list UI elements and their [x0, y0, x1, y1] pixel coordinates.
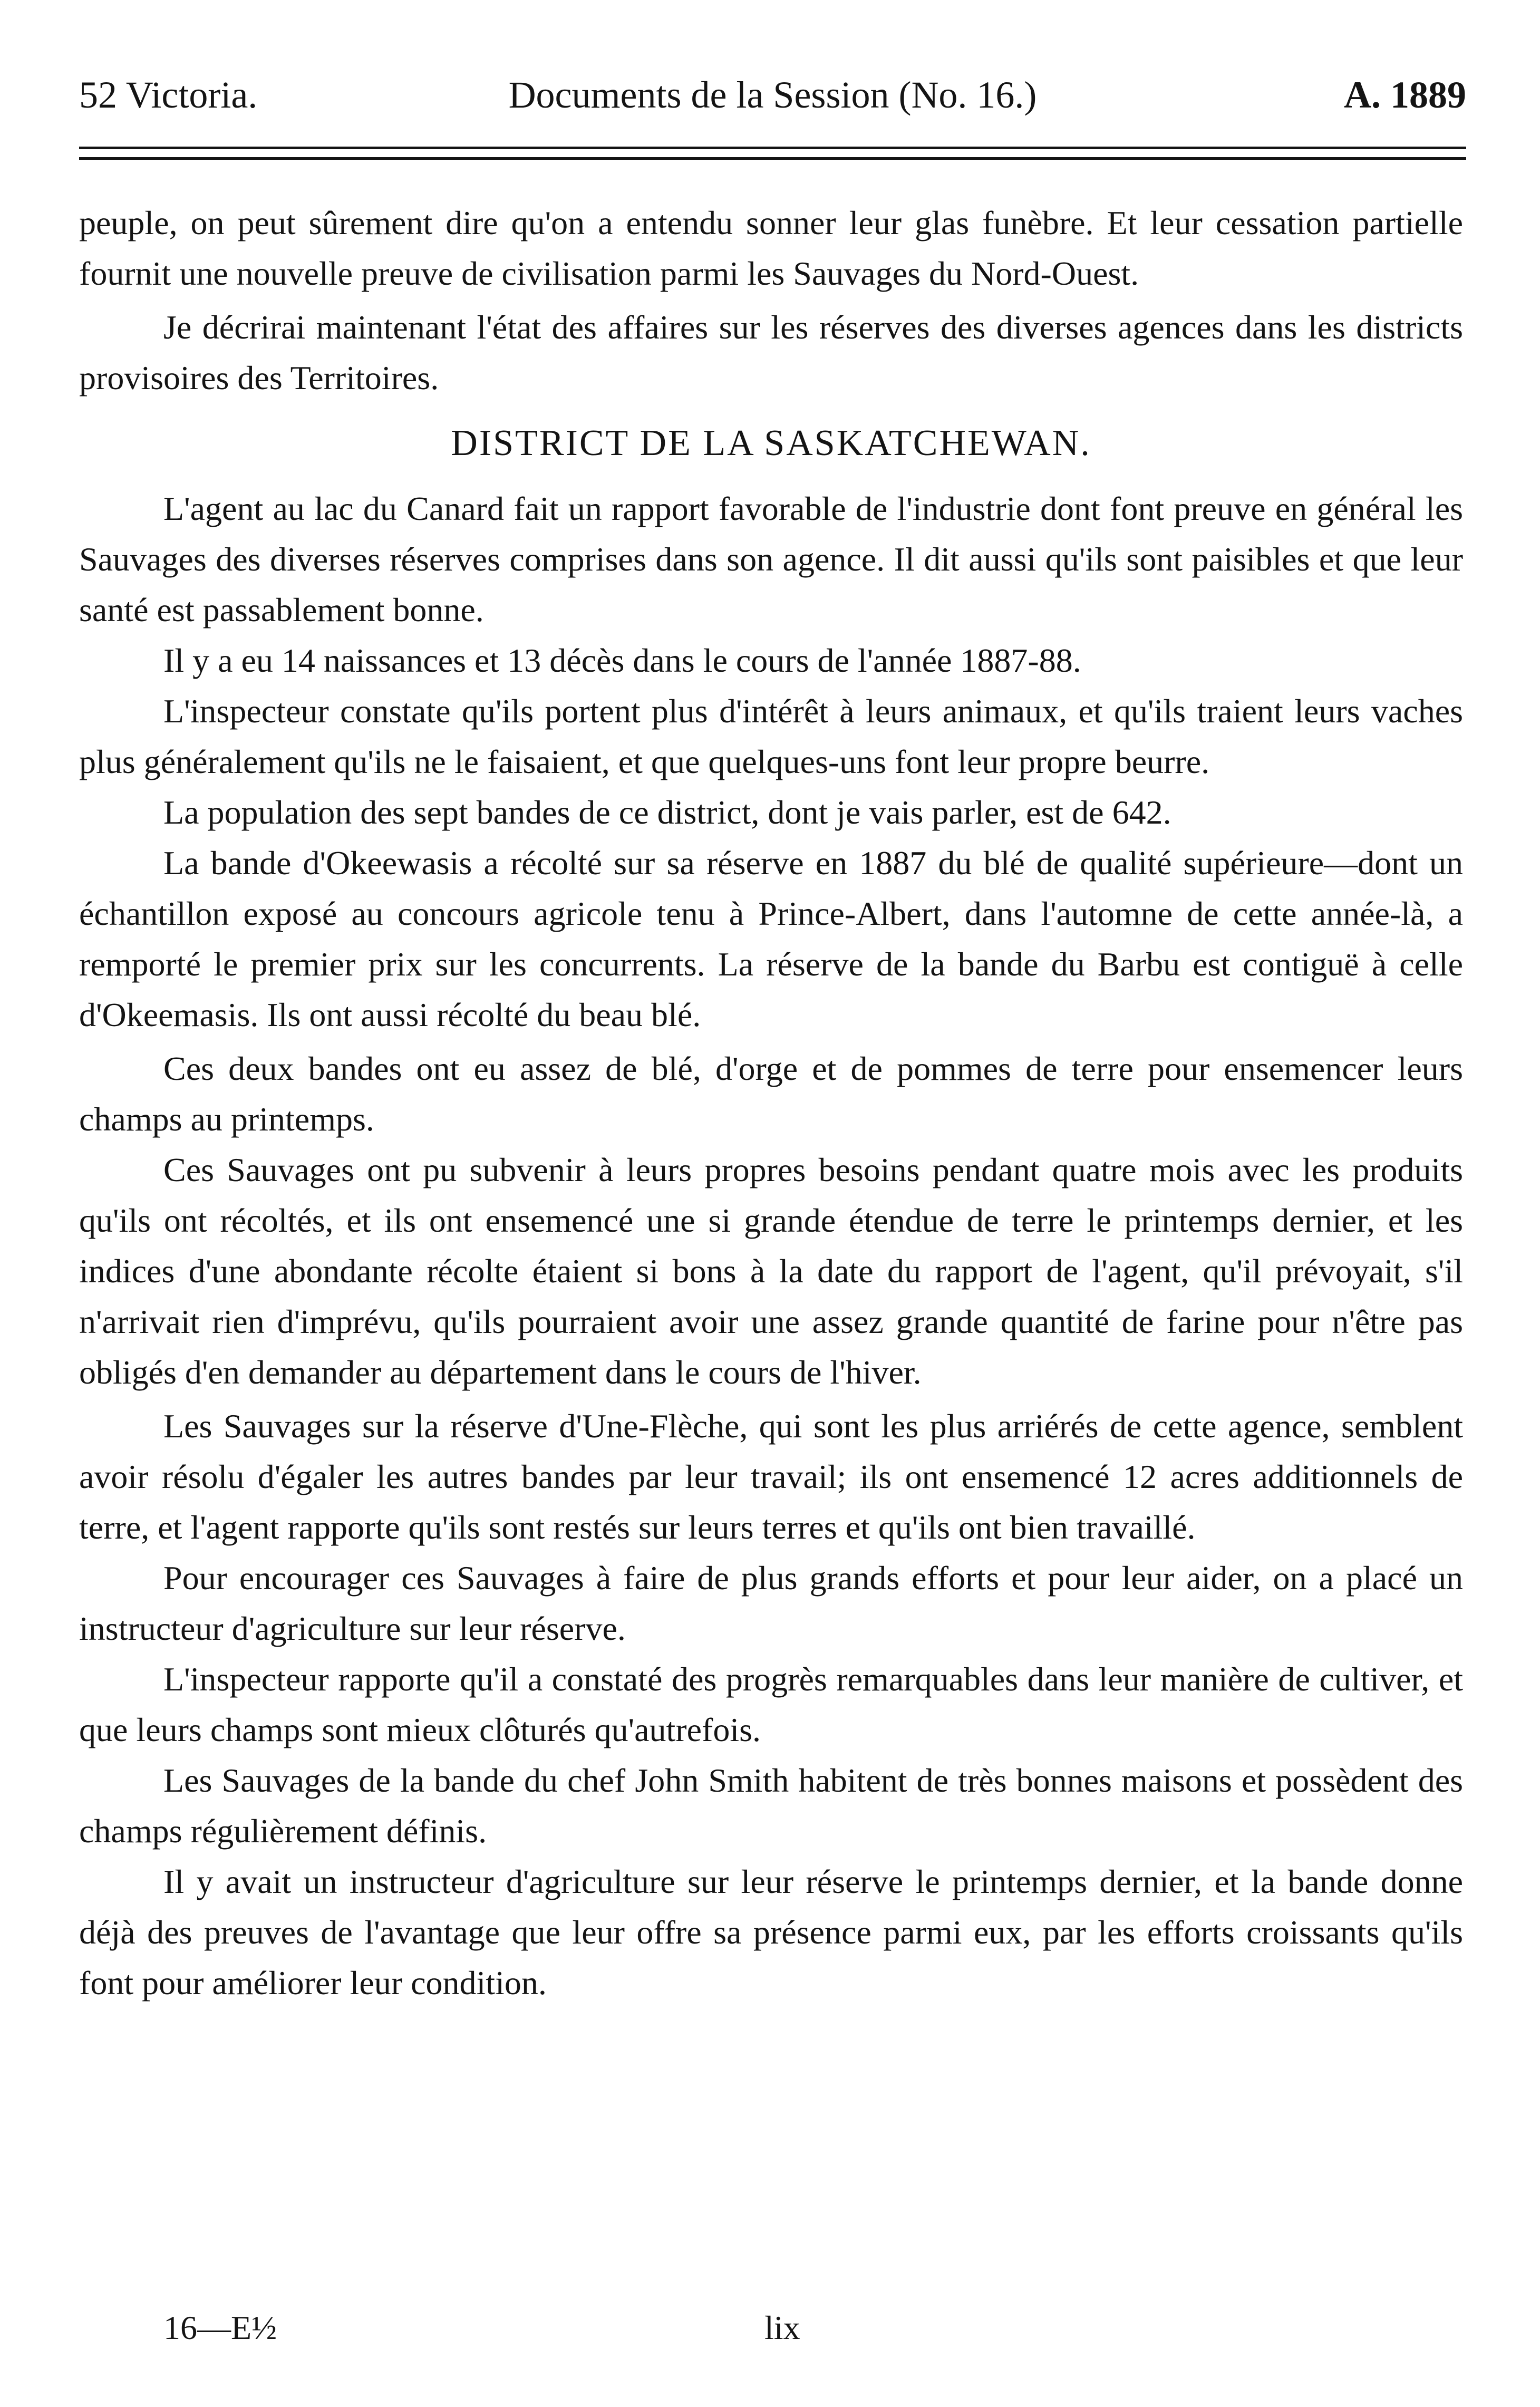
- header-year: A. 1889: [1344, 74, 1466, 116]
- paragraph: peuple, on peut sûrement dire qu'on a entendu sonner leur glas funèbre. Et leur cessation partielle fournit une nouvelle preuve de civilisation parmi les Sauvages du Nord-Ouest.: [79, 204, 1463, 292]
- section-title: DISTRICT DE LA SASKATCHEWAN.: [451, 423, 1091, 463]
- page-footer: [163, 2304, 1461, 2352]
- page-header: [79, 69, 1466, 121]
- paragraph: Pour encourager ces Sauvages à faire de plus grands efforts et pour leur aider, on a placé un instructeur d'agriculture sur leur réserve.: [79, 1559, 1463, 1647]
- signature-mark: 16—E½: [163, 2309, 277, 2346]
- paragraph: Les Sauvages de la bande du chef John Smith habitent de très bonnes maisons et possèdent des champs régulièrement définis.: [79, 1762, 1463, 1850]
- header-rule-thin: [79, 147, 1466, 149]
- header-session-year: 52 Victoria.: [79, 74, 258, 116]
- paragraph: Ces Sauvages ont pu subvenir à leurs propres besoins pendant quatre mois avec les produits qu'ils ont récoltés, et ils ont ensemencé une si grande étendue de terre le printemps dernier, et les indices d'une abondante récolte étaient si bons à la date du rapport de l'agent, qu'il prévoyait, s'il n'arrivait rien d'imprévu, qu'ils pourraient avoir une assez grande quantité de farine pour n'être pas obligés d'en demander au département dans le cours de l'hiver.: [79, 1151, 1463, 1391]
- paragraph: Il y avait un instructeur d'agriculture sur leur réserve le printemps dernier, et la bande donne déjà des preuves de l'avantage que leur offre sa présence parmi eux, par les efforts croissants qu'ils font pour améliorer leur condition.: [79, 1863, 1463, 2002]
- header-rule-thick: [79, 157, 1466, 160]
- header-document-title: Documents de la Session (No. 16.): [508, 74, 1037, 116]
- paragraph: Il y a eu 14 naissances et 13 décès dans le cours de l'année 1887-88.: [163, 642, 1081, 679]
- paragraph: L'inspecteur rapporte qu'il a constaté des progrès remarquables dans leur manière de cultiver, et que leurs champs sont mieux clôturés qu'autrefois.: [79, 1660, 1463, 1748]
- paragraph: La population des sept bandes de ce district, dont je vais parler, est de 642.: [163, 794, 1171, 831]
- document-body: [79, 198, 1463, 2008]
- paragraph: L'agent au lac du Canard fait un rapport favorable de l'industrie dont font preuve en général les Sauvages des diverses réserves comprises dans son agence. Il dit aussi qu'ils sont paisibles et que leur santé est passablement bonne.: [79, 490, 1463, 629]
- paragraph: Ces deux bandes ont eu assez de blé, d'orge et de pommes de terre pour ensemencer leurs champs au printemps.: [79, 1050, 1463, 1138]
- page-number: lix: [764, 2309, 800, 2346]
- paragraph: Je décrirai maintenant l'état des affaires sur les réserves des diverses agences dans les districts provisoires des Territoires.: [79, 308, 1463, 397]
- paragraph: L'inspecteur constate qu'ils portent plus d'intérêt à leurs animaux, et qu'ils traient leurs vaches plus généralement qu'ils ne le faisaient, et que quelques-uns font leur propre beurre.: [79, 692, 1463, 780]
- paragraph: Les Sauvages sur la réserve d'Une-Flèche, qui sont les plus arriérés de cette agence, semblent avoir résolu d'égaler les autres bandes par leur travail; ils ont ensemencé 12 acres additionnels de terre, et l'agent rapporte qu'ils sont restés sur leurs terres et qu'ils ont bien travaillé.: [79, 1407, 1463, 1546]
- paragraph: La bande d'Okeewasis a récolté sur sa réserve en 1887 du blé de qualité supérieure—dont un échantillon exposé au concours agricole tenu à Prince-Albert, dans l'automne de cette année-là, a remporté le premier prix sur les concurrents. La réserve de la bande du Barbu est contiguë à celle d'Okeemasis. Ils ont aussi récolté du beau blé.: [79, 844, 1463, 1033]
